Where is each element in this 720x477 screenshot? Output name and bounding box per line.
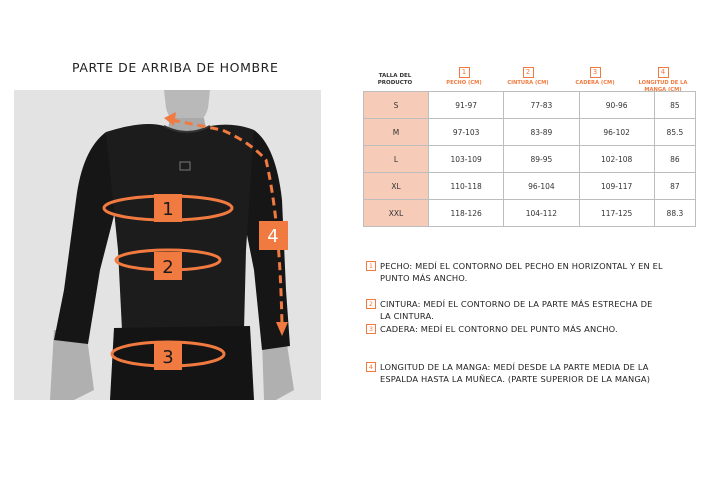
marker-2: 2 (162, 257, 174, 278)
col-label-hip: CADERA (CM) (575, 80, 615, 86)
size-cell: XL (364, 173, 429, 200)
size-table (363, 91, 696, 227)
waist-cell: 83-89 (504, 119, 579, 146)
col-number-2: 2 (523, 67, 534, 78)
note-sleeve (366, 361, 666, 385)
hip-cell: 96-102 (579, 119, 654, 146)
note-number-3: 3 (366, 324, 376, 334)
note-hip (366, 323, 666, 335)
chest-cell: 110-118 (429, 173, 504, 200)
table-row (364, 200, 696, 227)
note-number-2: 2 (366, 299, 376, 309)
col-header-chest (429, 59, 499, 87)
size-cell: XXL (364, 200, 429, 227)
note-text-hip: CADERA: MEDÍ EL CONTORNO DEL PUNTO MÁS ANCHO. (380, 324, 618, 334)
page-title: PARTE DE ARRIBA DE HOMBRE (72, 60, 279, 75)
table-row (364, 146, 696, 173)
sleeve-cell: 85 (654, 92, 695, 119)
marker-3: 3 (162, 347, 174, 368)
waist-cell: 104-112 (504, 200, 579, 227)
sleeve-cell: 85.5 (654, 119, 695, 146)
col-number-4: 4 (658, 67, 669, 78)
hip-cell: 109-117 (579, 173, 654, 200)
size-column-header: TALLA DEL PRODUCTO (377, 73, 413, 86)
chest-cell: 97-103 (429, 119, 504, 146)
note-number-4: 4 (366, 362, 376, 372)
chest-cell: 91-97 (429, 92, 504, 119)
sleeve-cell: 88.3 (654, 200, 695, 227)
hip-cell: 90-96 (579, 92, 654, 119)
sleeve-cell: 87 (654, 173, 695, 200)
table-row (364, 119, 696, 146)
hip-cell: 117-125 (579, 200, 654, 227)
waist-cell: 96-104 (504, 173, 579, 200)
col-number-1: 1 (459, 67, 470, 78)
note-text-chest: PECHO: MEDÍ EL CONTORNO DEL PECHO EN HORIZONTAL Y EN EL PUNTO MÁS ANCHO. (380, 261, 663, 283)
col-header-waist (493, 59, 563, 87)
col-label-chest: PECHO (CM) (446, 80, 482, 86)
size-cell: L (364, 146, 429, 173)
note-waist (366, 298, 666, 322)
note-text-waist: CINTURA: MEDÍ EL CONTORNO DE LA PARTE MÁS ESTRECHA DE LA CINTURA. (380, 299, 653, 321)
waist-cell: 89-95 (504, 146, 579, 173)
size-cell: M (364, 119, 429, 146)
marker-1: 1 (162, 199, 174, 220)
sleeve-cell: 86 (654, 146, 695, 173)
model-photo (14, 90, 321, 400)
note-number-1: 1 (366, 261, 376, 271)
waist-cell: 77-83 (504, 92, 579, 119)
table-row (364, 173, 696, 200)
size-cell: S (364, 92, 429, 119)
table-row (364, 92, 696, 119)
marker-4: 4 (267, 226, 279, 247)
col-header-sleeve (628, 59, 698, 93)
col-number-3: 3 (590, 67, 601, 78)
col-header-hip (560, 59, 630, 87)
note-text-sleeve: LONGITUD DE LA MANGA: MEDÍ DESDE LA PARTE MEDIA DE LA ESPALDA HASTA LA MUÑECA. (PARTE SUPERIOR DE LA MANGA) (380, 362, 651, 384)
col-label-sleeve: LONGITUD DE LA MANGA (CM) (638, 80, 688, 93)
col-label-waist: CINTURA (CM) (507, 80, 549, 86)
chest-cell: 103-109 (429, 146, 504, 173)
hip-cell: 102-108 (579, 146, 654, 173)
note-chest (366, 260, 666, 284)
chest-cell: 118-126 (429, 200, 504, 227)
